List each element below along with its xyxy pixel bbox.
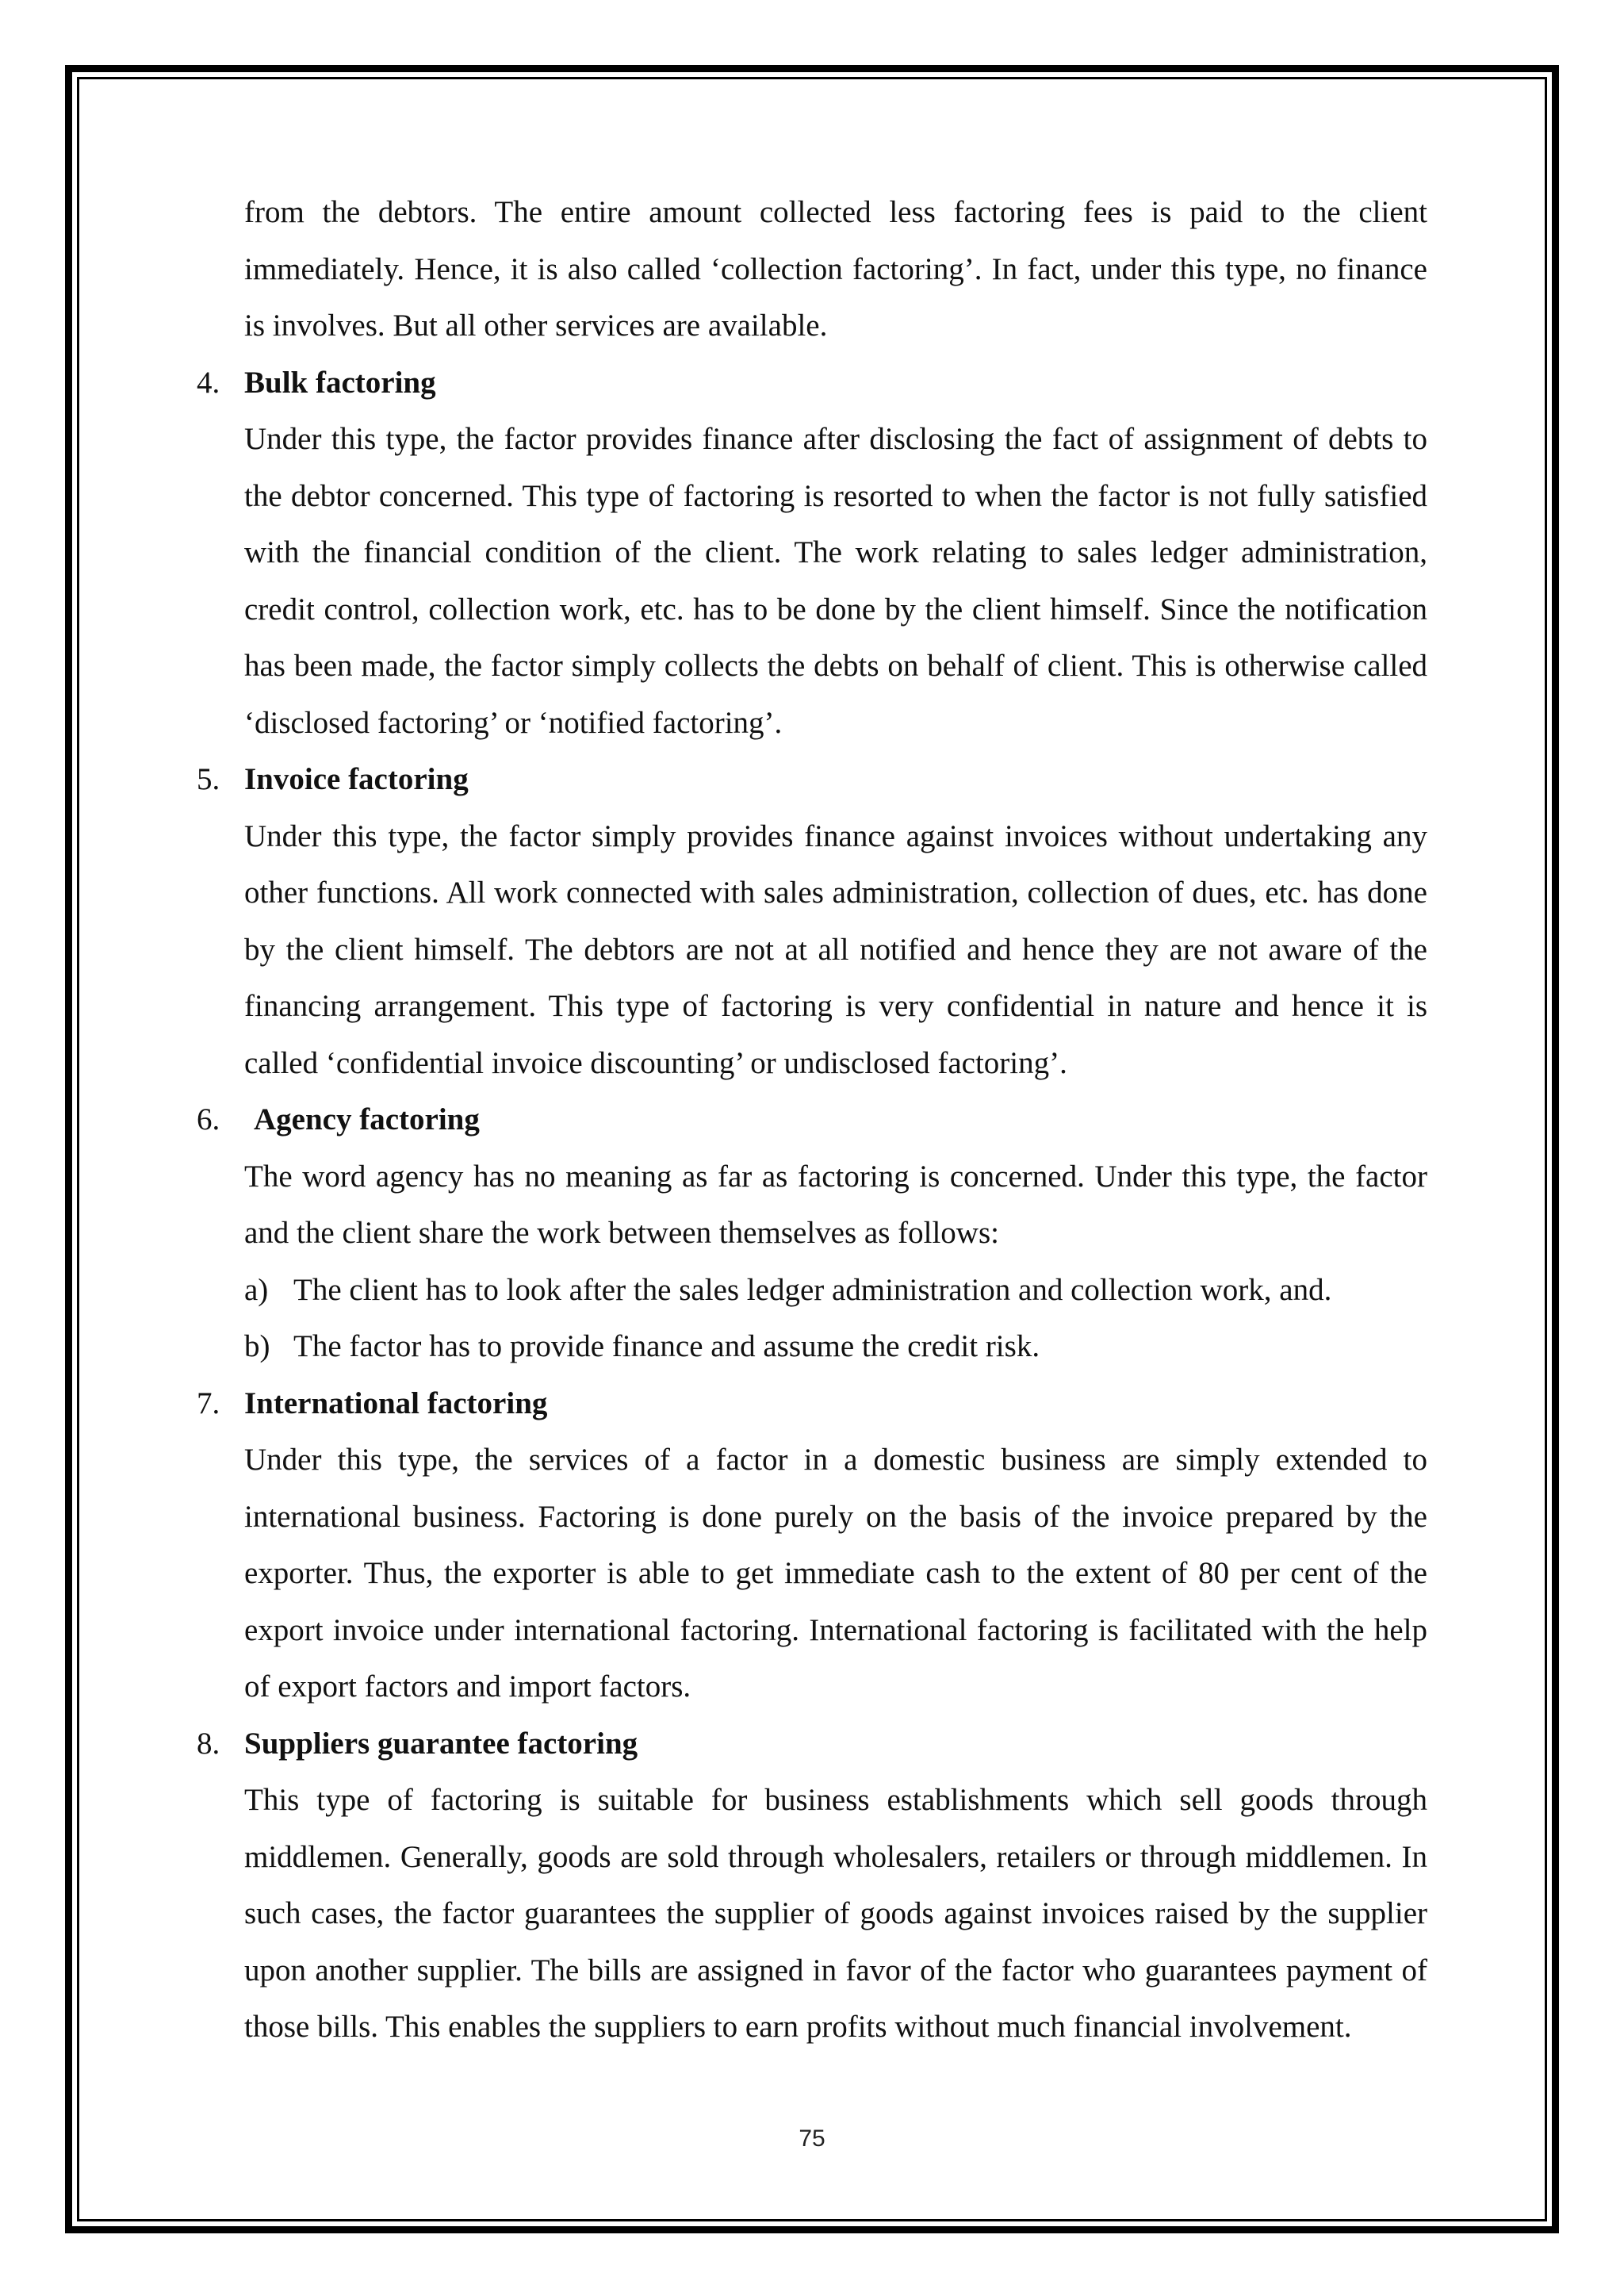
section-number: 4. bbox=[197, 365, 220, 400]
section-heading bbox=[197, 751, 1427, 808]
page-content bbox=[197, 184, 1427, 2056]
section-title: International factoring bbox=[244, 1386, 548, 1420]
section-heading bbox=[197, 1375, 1427, 1432]
section-title: Agency factoring bbox=[254, 1102, 480, 1137]
section-bulk-factoring bbox=[197, 355, 1427, 752]
section-invoice-factoring bbox=[197, 751, 1427, 1091]
section-number: 5. bbox=[197, 762, 220, 796]
section-body: Under this type, the factor simply provides finance against invoices without undertaking any other functions. All work connected with sales administration, collection of dues, etc. has done by the client himself. The debtors are not at all notified and hence they are not aware of the financing arrangement. This type of factoring is very confidential in nature and hence it is called ‘confidential invoice discounting’ or undisclosed factoring’. bbox=[244, 818, 1427, 1080]
section-body: Under this type, the factor provides finance after disclosing the fact of assignment of debts to the debtor concerned. This type of factoring is resorted to when the factor is not fully satisfied with the financial condition of the client. The work relating to sales ledger administration, credit control, collection work, etc. has to be done by the client himself. Since the notification has been made, the factor simply collects the debts on behalf of client. This is otherwise called ‘disclosed factoring’ or ‘notified factoring’. bbox=[244, 422, 1427, 740]
section-agency-factoring bbox=[197, 1091, 1427, 1375]
section-title: Bulk factoring bbox=[244, 365, 436, 400]
section-heading bbox=[197, 1715, 1427, 1773]
list-marker: a) bbox=[244, 1272, 269, 1307]
section-heading bbox=[197, 1091, 1427, 1148]
section-suppliers-guarantee-factoring bbox=[197, 1715, 1427, 2056]
section-number: 7. bbox=[197, 1386, 220, 1420]
section-international-factoring bbox=[197, 1375, 1427, 1715]
list-item-text: The client has to look after the sales ledger administration and collection work, and. bbox=[293, 1272, 1332, 1307]
section-body: This type of factoring is suitable for business establishments which sell goods through middlemen. Generally, goods are sold through wholesalers, retailers or through middlemen. In such cases, the factor guarantees the supplier of goods against invoices raised by the supplier upon another supplier. The bills are assigned in favor of the factor who guarantees payment of those bills. This enables the suppliers to earn profits without much financial involvement. bbox=[244, 1783, 1427, 2044]
list-item-text: The factor has to provide finance and assume the credit risk. bbox=[293, 1329, 1040, 1363]
section-heading bbox=[197, 355, 1427, 412]
page-number: 75 bbox=[799, 2125, 825, 2152]
intro-paragraph: from the debtors. The entire amount collected less factoring fees is paid to the client immediately. Hence, it is also called ‘collection factoring’. In fact, under this type, no finance is involves. But all other services are available. bbox=[244, 195, 1427, 343]
section-title: Suppliers guarantee factoring bbox=[244, 1726, 638, 1761]
list-item bbox=[244, 1262, 1427, 1319]
section-body: The word agency has no meaning as far as factoring is concerned. Under this type, the factor and the client share the work between themselves as follows: bbox=[244, 1159, 1427, 1250]
section-title: Invoice factoring bbox=[244, 762, 469, 796]
list-marker: b) bbox=[244, 1329, 270, 1363]
agency-factoring-list bbox=[244, 1262, 1427, 1375]
section-number: 8. bbox=[197, 1726, 220, 1761]
section-body: Under this type, the services of a factor in a domestic business are simply extended to international business. Factoring is done purely on the basis of the invoice prepared by the exporter. Thus, the exporter is able to get immediate cash to the extent of 80 per cent of the export invoice under international factoring. International factoring is facilitated with the help of export factors and import factors. bbox=[244, 1443, 1427, 1704]
list-item bbox=[244, 1318, 1427, 1375]
section-number: 6. bbox=[197, 1102, 220, 1137]
